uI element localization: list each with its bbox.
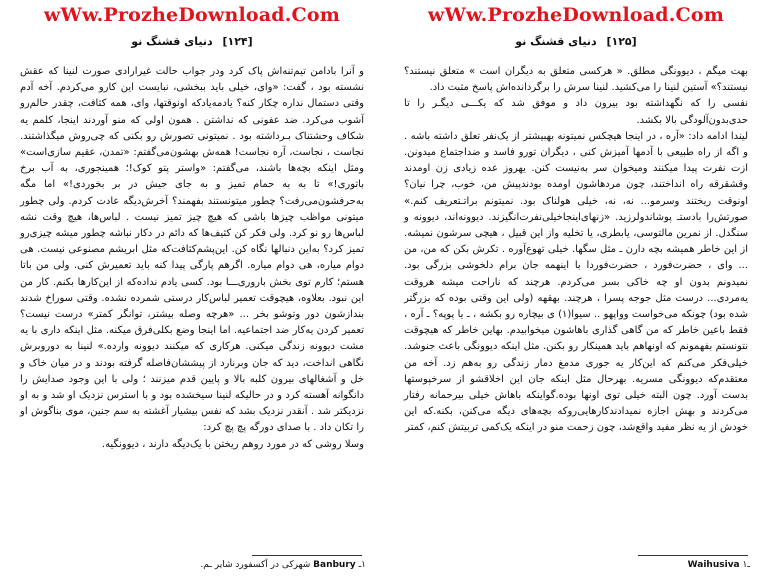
paragraph: نفسی را که نگهداشته بود بیرون داد و موفق شد که یکـــی دیگـر را تا حدی‌بدون‌آلودگی بالا بکشد. (404, 98, 748, 126)
body-text (404, 64, 748, 437)
page-number: [۱۲۵] (606, 35, 637, 48)
page-header (384, 35, 768, 48)
watermark: wWw.ProzheDownload.Com (427, 4, 725, 26)
running-title: دنیای قشنگ نو (515, 35, 597, 48)
paragraph: وسلا روشی که در مورد روهم ریختن با یک‌دیگه دارند ، دیوونگیه. (101, 438, 364, 450)
page-number: [۱۲۴] (222, 35, 253, 48)
footnote-latin: Waihusiva (687, 560, 740, 570)
footnote-rule (252, 555, 362, 556)
paragraph: و آنرا بادامن تیم‌تنه‌اش پاک کرد ودر جواب حالت غیرارادی صورت لنینا که عقش نشسته بود ، گفت: «وای، خیلی باید ببخشی، نبایست این کارو می‌کردم. آخه آدم وقتی دستمال نداره چکار کنه؟ یادمه‌یادکه اونوقتها، وای، همه کثافت، چقدر حالم‌رو آشوب می‌کرد. ضد عفونی که نداشتن . همون اولی که منو آوردند اینجا، کلمم یه شکاف وحشتناک بـرداشته بود . نمیتونی تصورش رو بکنی که چی‌روش میگذاشتند. نجاست ، نجاست، آره نجاست! همه‌ش بهشون‌می‌گفتم: «تمدن، عقیم سازی‌است» ومثل اینکه بچه‌ها باشند، می‌گفتم: «واستر پتو کوک!؛ همینجوری، به آب برخ باتوری!» تا به به حمام تمیز و به جای جیش در بر بخوردی!» اما مگه به‌حرفشون‌می‌رفت؟ چطور میتونستند بفهمند؟ آخرش‌دیگه عادت کردم. ولی چطور میتونی مواظب چیزها باشی که هیچ چیز تمیز نیست . لباس‌ها، هیچ وقت نشه لباس‌ها رو نو کرد. ولی فکر کن کثیف‌ها که دائم در دکار نباشه چطور میشه چیزی‌رو تمیز کرد؟ به‌این دنبالها نگاه کن. این‌پشم‌کثافت‌که مثل ابریشم مصنوعی نیست. هی دوام میاره، هی دوام میاره. اگرهم پارگی پیدا کنه باید تعمیرش کنی. ولی من باتا هستم؛ کارم توی بخش باروری‌ـــا بود. کسی یادم نداده‌که از این‌کارها بکنم. کار من این نبود. بعلاوه، هیچوقت تعمیر لباس‌کار درستی شمرده نشده. وقتی سوراخ شدند بندازشون دور وتوشو بخر ... «هرچه وصله بیشتر، توانگر کمتر» درست نیست؟تعمیر کردن یه‌کار ضد اجتماعیه. اما اینجا وضع بکلی‌فرق میکنه. مثل اینکه داری با یه مشت دیوونه زندگی میکنی. هرکاری که میکنند دیوونه وارده.» لنینا به دوروبرش نگاهی انداخت، دید که جان وبرنارد از پیششان‌فاصله گرفته بودند و در میان خاک و خل و آشغالهای بیرون کلبه بالا و پایین قدم میزنند ؛ ولی با این وجود صدایش را دانگوانه آهسته کرد و در حالیکه لنینا سیخشده بود و با استرس نزدیک او شد و به او نزدیکتر شد . آنقدر نزدیک بشد که نفس بیشیار آغشته به سم جنین، موی بناگوش او را تکان داد . با صدای دورگه پچ پچ کرد: (20, 66, 364, 434)
page-header (0, 35, 384, 48)
watermark: wWw.ProzheDownload.Com (43, 4, 341, 26)
footnote-rule (638, 555, 748, 556)
footnote-text: شهرکی در آکسفورد شایر ـم. (200, 560, 311, 570)
footnote-latin: Banbury (313, 560, 356, 570)
footnote-number: ۱ـ (742, 560, 750, 570)
body-text (20, 64, 364, 453)
running-title: دنیای قشنگ نو (131, 35, 213, 48)
footnote (190, 560, 366, 570)
paragraph: لیندا ادامه داد: «آره ، در اینجا هیچکس نمیتونه بهبیشتر از یک‌نفر تعلق داشته باشه . و اگه از راه طبیعی با آدمها آمیزش کنی ، دیگران تورو فاسد و ضداجتماع میدونن. ازت نفرت پیدا میکنند ومیخوان سر به‌نیست کنن. یهروز عده زیادی زن اومدند وقشقرقه راه انداختند، چون مردهاشون اومده بودندپیش من، خوب، چرا نیان؟ اونوقت ریختند وسرمو... نه، نه، خیلی هولناک بود. نمیتونم براتـتعریف کنم.» صورتش‌را بادستـ پوشاندولرزید. «زنهای‌اینجاخیلی‌نفرت‌انگیزند. دیوونه‌اند، دیوونه و سنگدل. از نمرین مالتوسی، یابطری، یا تخلیه واز این قبیل ، هیچی سرشون نمیشه. از این خاطر همیشه بچه دارن ـ مثل سگها. خیلی تهوع‌آوره . تکرش بکن که من، من ... وای ، حضرت‌فورد ، حضرت‌فوردا با اینهمه جان برام دلخوشی بزرگی بود. نمیدونم بدون او چه خاکی بسر می‌کردم. هرچند که ناراحت میشه هروقت یه‌مردی... درست مثل جوجه پسرا ، هرچند. بهقهه (ولی این وقتی بوده که بزرگتر شده بود) چونکه می‌خواست وواپهو .. سیوا(۱) ی بیچاره رو بکشه ، ـ یا پوپه؟ ـ آره ، فقط باعین خاطر که من گاهی گذاری باهاشون میخوابیدم. بهاین خاطر که هیچوقت نتونستم بفهمونم که اونهاهم باید همینکار رو بکنن. مثل اینکه دیوونگی باعث جنوشد. خیلی‌فکر می‌کنم که این‌کار یه جوری مدمغ دمار زندگی رو به‌هم زد. آخه من معتقدم‌که دیوونگی مسریه. بهرحال مثل اینکه جان این اخلاقشو از سرخپوستها بدست آورد. چون البته خیلی توی اونها بوده.گواینکه باهاش خیلی بیرحمانه رفتار می‌کردند و بهش اجازه نمیدادندکارهایی‌روکه بچه‌های دیگه می‌کنن، بکنه.که این خودش از یه نظر مفید واقع‌شد، چون زحمت منو در اینکه یک‌کمی تربیتش کنم، کمتر (404, 130, 748, 434)
footnote (634, 560, 750, 570)
footnote-number: ۱ـ (358, 560, 366, 570)
right-page (384, 0, 768, 586)
paragraph: بهت میگم ، دیوونگی مطلق. « هرکسی متعلق به دیگران است » متعلق نیستند؟ نیستند؟» آستین لنینا را می‌کشید. لنینا سرش را برگردانده‌اش پاسخ مثبت داد. (404, 66, 748, 94)
